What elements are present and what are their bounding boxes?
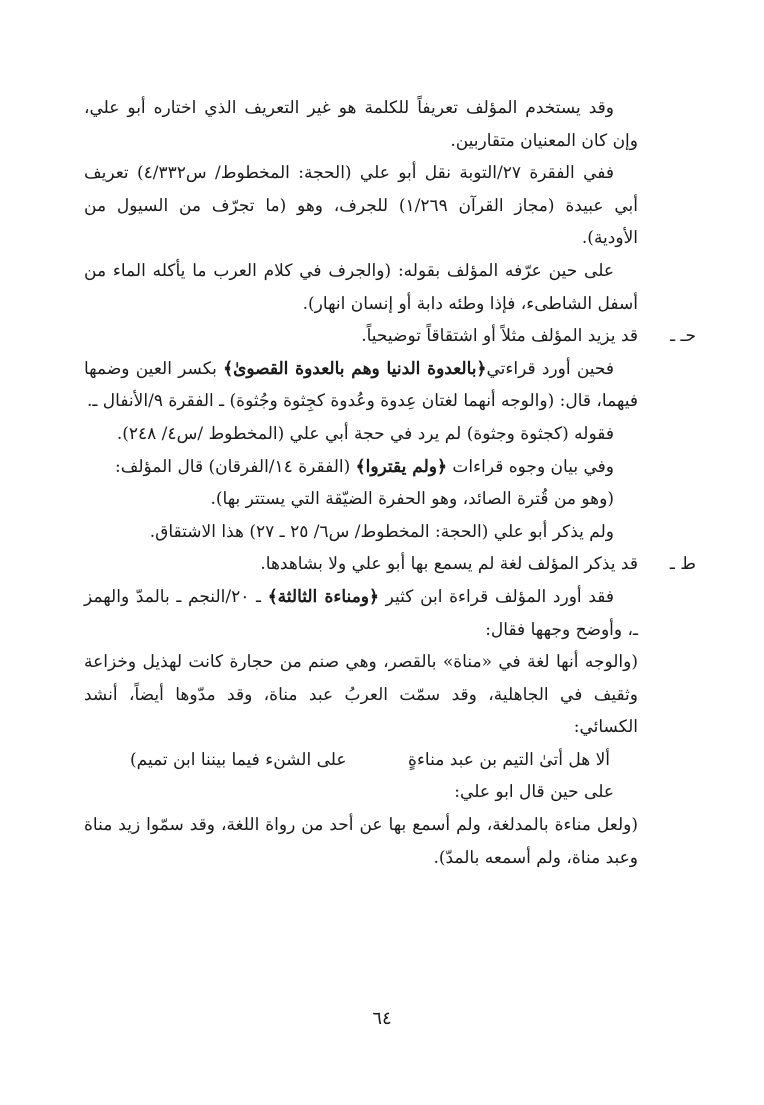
paragraph-text: وفي بيان وجوه قراءات bbox=[446, 456, 614, 477]
paragraph bbox=[84, 646, 638, 744]
paragraph bbox=[84, 92, 638, 157]
paragraph-text: فقوله (كجثوة وجثوة) لم يرد في حجة أبي علي (المخطوط /س٤/ ٢٤٨). bbox=[116, 423, 614, 444]
paragraph bbox=[84, 776, 638, 809]
paragraph-text: ففي الفقرة ٢٧/التوبة نقل أبو علي (الحجة: المخطوط/ س٤/٣٣٢) تعريف أبي عبيدة (مجاز القرآن ١/٢٦٩) للجرف، وهو (ما تجرّف من السيول من الأودية). bbox=[84, 163, 638, 249]
paragraph bbox=[84, 809, 638, 874]
paragraph-text: (ولعل مناءة بالمدلغة، ولم أسمع بها عن أحد من رواة اللغة، وقد سمّوا زيد مناة وعبد مناة، ولم أسمعه بالمدّ). bbox=[84, 815, 638, 868]
paragraph bbox=[84, 255, 638, 320]
paragraph bbox=[84, 418, 638, 451]
paragraph bbox=[84, 483, 638, 516]
paragraph-text: ولم يذكر أبو علي (الحجة: المخطوط/ س٦/ ٢٥ ـ ٢٧) هذا الاشتقاق. bbox=[149, 521, 614, 542]
paragraph-text: (والوجه أنها لغة في «مناة» بالقصر، وهي صنم من حجارة كانت لهذيل وخزاعة وثقيف في الجاهلية، وقد سمّت العربُ عبد مناة، وقد مدّوها أيضاً، أنشد الكسائي: bbox=[84, 652, 638, 738]
paragraph-text: (وهو من قُترة الصائد، وهو الحفرة الضيّقة التي يستتر بها). bbox=[210, 489, 614, 510]
list-item-ta bbox=[84, 548, 696, 581]
paragraph bbox=[84, 581, 638, 646]
quran-quote: ﴿ولم يقتروا﴾ bbox=[355, 456, 447, 477]
list-marker: حـ ـ bbox=[670, 326, 696, 347]
paragraph-text: على حين عرّفه المؤلف بقوله: (والجرف في كلام العرب ما يأكله الماء من أسفل الشاطىء، فإذا وطئه دابة أو إنسان انهار). bbox=[84, 260, 638, 314]
paragraph bbox=[84, 353, 638, 418]
paragraph-text: (الفقرة ١٤/الفرقان) قال المؤلف: bbox=[115, 456, 356, 477]
list-item-ha bbox=[84, 320, 696, 353]
paragraph-text: قد يزيد المؤلف مثلاً أو اشتقاقاً توضيحياً. bbox=[361, 326, 638, 347]
paragraph-text: فقد أورد المؤلف قراءة ابن كثير bbox=[378, 586, 614, 607]
poetry-verse bbox=[84, 744, 638, 777]
verse-first-half: ألا هل أتىٰ التيم بن عبد مناءةٍ bbox=[408, 749, 610, 770]
main-text bbox=[84, 92, 696, 874]
paragraph bbox=[84, 157, 638, 255]
paragraph-text: ـ ٢٠/النجم ـ بالمدّ والهمز ـ، وأوضح وجهها فقال: bbox=[84, 586, 638, 640]
paragraph-text: بكسر العين وضمها فيهما، قال: (والوجه أنهما لغتان عِدوة وعُدوة كجِثوة وجُثوة) ـ الفقرة ٩/الأنفال ـ. bbox=[84, 358, 638, 412]
paragraph-text: فحين أورد قراءتي bbox=[486, 358, 614, 379]
page-number: ٦٤ bbox=[372, 1008, 392, 1029]
list-marker: ط ـ bbox=[669, 554, 696, 575]
paragraph bbox=[84, 516, 638, 549]
verse-second-half: على الشنء فيما بيننا ابن تميم) bbox=[130, 749, 347, 770]
paragraph bbox=[84, 451, 638, 484]
paragraph-text: وقد يستخدم المؤلف تعريفاً للكلمة هو غير التعريف الذي اختاره أبو علي، وإن كان المعنيان متقاربين. bbox=[84, 98, 638, 151]
paragraph-text: قد يذكر المؤلف لغة لم يسمع بها أبو علي ولا بشاهدها. bbox=[260, 554, 638, 575]
paragraph-text: على حين قال ابو علي: bbox=[454, 782, 614, 803]
quran-quote: ﴿بالعدوة الدنيا وهم بالعدوة القصوىٰ﴾ bbox=[223, 358, 487, 379]
quran-quote: ﴿ومناءة الثالثة﴾ bbox=[267, 586, 379, 607]
